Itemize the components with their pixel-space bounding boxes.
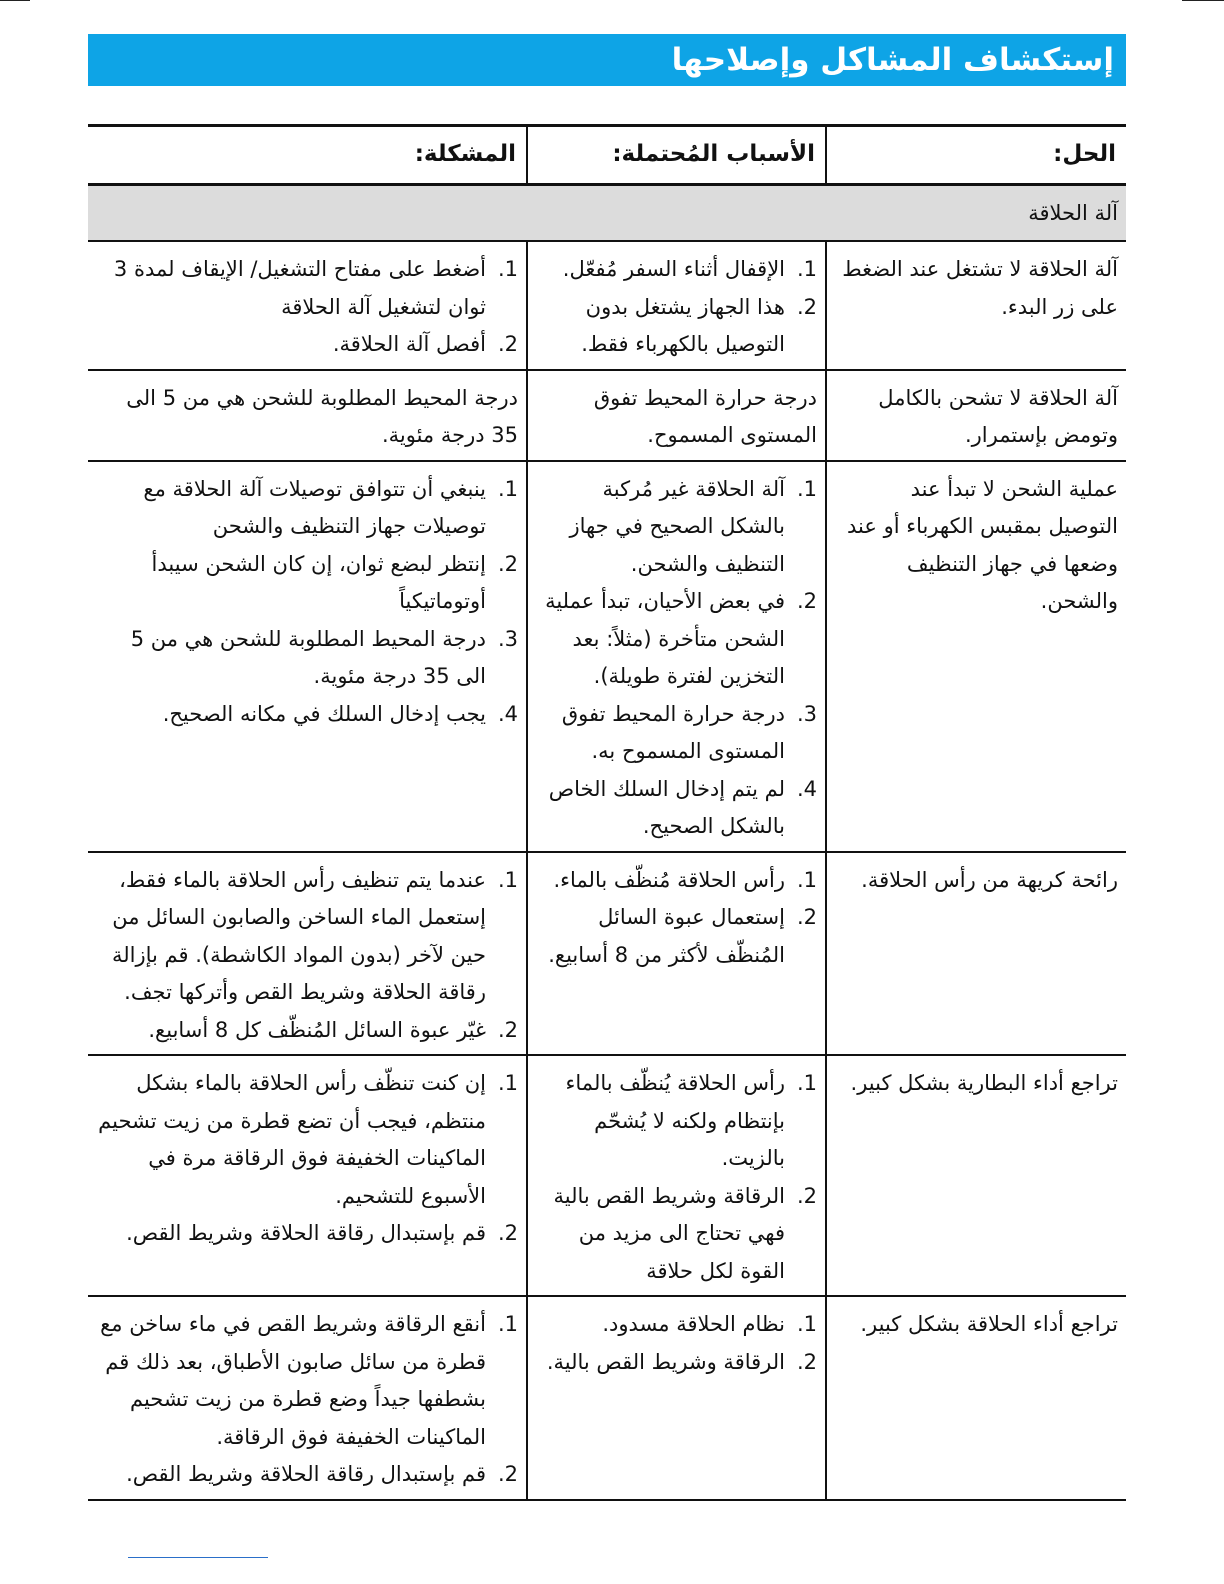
section-row (88, 185, 1126, 242)
list-item: 2. قم بإستبدال رقاقة الحلاقة وشريط القص. (126, 1221, 518, 1245)
list-item: 2. في بعض الأحيان، تبدأ عملية الشحن متأخرة (مثلاً: بعد التخزين لفترة طويلة). (545, 589, 817, 688)
cause-list (536, 862, 817, 975)
cause-cell (527, 852, 826, 1056)
problem-cell: عملية الشحن لا تبدأ عند التوصيل بمقبس الكهرباء أو عند وضعها في جهاز التنظيف والشحن. (826, 461, 1126, 852)
footer-rule (128, 1557, 268, 1558)
list-item: 3. درجة حرارة المحيط تفوق المستوى المسموح به. (561, 701, 817, 763)
table-row (88, 1055, 1126, 1296)
solution-cell (88, 1055, 527, 1296)
table-row (88, 1296, 1126, 1500)
solution-cell (88, 241, 527, 370)
cause-cell (527, 461, 826, 852)
solution-list (96, 471, 518, 734)
list-item: 1. آلة الحلاقة غير مُركبة بالشكل الصحيح في جهاز التنظيف والشحن. (569, 476, 817, 576)
problem-cell: تراجع أداء الحلاقة بشكل كبير. (826, 1296, 1126, 1500)
crop-mark-right (1182, 0, 1224, 1)
title-banner (88, 34, 1126, 86)
cause-cell (527, 241, 826, 370)
list-item: 1. أنقع الرقاقة وشريط القص في ماء ساخن مع قطرة من سائل صابون الأطباق، بعد ذلك قم بشطفها جيداً وضع قطرة من زيت تشحيم الماكينات الخفيفة فوق الرقاقة. (100, 1312, 518, 1449)
page-title: إستكشاف المشاكل وإصلاحها (671, 42, 1114, 78)
table-header-row (88, 126, 1126, 185)
table-row (88, 241, 1126, 370)
section-label: آلة الحلاقة (88, 185, 1126, 242)
cause-list (536, 251, 817, 364)
solution-cell (88, 1296, 527, 1500)
list-item: 2. إستعمال عبوة السائل المُنظّف لأكثر من 8 أسابيع. (548, 905, 817, 967)
problem-cell: آلة الحلاقة لا تشتغل عند الضغط على زر البدء. (826, 241, 1126, 370)
cause-cell (527, 1055, 826, 1296)
crop-mark-left (0, 0, 30, 1)
list-item: 1. رأس الحلاقة مُنظّف بالماء. (553, 867, 817, 892)
list-item: 2. الرقاقة وشريط القص بالية. (546, 1349, 817, 1374)
list-item: 1. نظام الحلاقة مسدود. (602, 1312, 817, 1336)
cause-cell (527, 1296, 826, 1500)
list-item: 1. رأس الحلاقة يُنظّف بالماء بإنتظام ولكنه لا يُشحّم بالزيت. (565, 1071, 817, 1170)
solution-list (96, 1065, 518, 1253)
table-row (88, 370, 1126, 461)
list-item: 2. إنتظر لبضع ثوان، إن كان الشحن سيبدأ أوتوماتيكياً (151, 551, 518, 613)
table-row (88, 461, 1126, 852)
cause-list (536, 471, 817, 846)
list-item: 3. درجة المحيط المطلوبة للشحن هي من 5 الى 35 درجة مئوية. (130, 626, 518, 688)
list-item: 2. هذا الجهاز يشتغل بدون التوصيل بالكهرباء فقط. (581, 294, 817, 356)
list-item: 4. لم يتم إدخال السلك الخاص بالشكل الصحيح. (548, 776, 817, 838)
list-item: 1. إن كنت تنظّف رأس الحلاقة بالماء بشكل منتظم، فيجب أن تضع قطرة من زيت تشحيم الماكينات الخفيفة فوق الرقاقة مرة في الأسبوع للتشحيم. (98, 1071, 518, 1208)
list-item: 2. غيّر عبوة السائل المُنظّف كل 8 أسابيع. (148, 1017, 518, 1042)
cause-list (536, 1306, 817, 1381)
troubleshooting-table (88, 124, 1126, 1501)
solution-list (96, 251, 518, 364)
list-item: 1. عندما يتم تنظيف رأس الحلاقة بالماء فقط، إستعمل الماء الساخن والصابون السائل من حين لآخر (بدون المواد الكاشطة). قم بإزالة رقاقة الحلاقة وشريط القص وأتركها تجف. (111, 867, 518, 1004)
cause-cell: درجة حرارة المحيط تفوق المستوى المسموح. (527, 370, 826, 461)
column-header-cause: الأسباب المُحتملة: (527, 126, 826, 185)
cause-list (536, 1065, 817, 1290)
solution-cell (88, 461, 527, 852)
table-row (88, 852, 1126, 1056)
column-header-problem: الحل: (826, 126, 1126, 185)
list-item: 1. ينبغي أن تتوافق توصيلات آلة الحلاقة مع توصيلات جهاز التنظيف والشحن (143, 476, 518, 538)
problem-cell: رائحة كريهة من رأس الحلاقة. (826, 852, 1126, 1056)
column-header-solution: المشكلة: (88, 126, 527, 185)
solution-cell (88, 852, 527, 1056)
list-item: 2. قم بإستبدال رقاقة الحلاقة وشريط القص. (126, 1462, 518, 1486)
list-item: 1. أضغط على مفتاح التشغيل/ الإيقاف لمدة 3 ثوان لتشغيل آلة الحلاقة (113, 257, 518, 319)
solution-list (96, 1306, 518, 1494)
list-item: 2. أفصل آلة الحلاقة. (332, 332, 518, 356)
list-item: 1. الإقفال أثناء السفر مُفعّل. (562, 257, 817, 281)
solution-cell: درجة المحيط المطلوبة للشحن هي من 5 الى 35 درجة مئوية. (88, 370, 527, 461)
solution-list (96, 862, 518, 1050)
list-item: 4. يجب إدخال السلك في مكانه الصحيح. (162, 701, 518, 726)
problem-cell: آلة الحلاقة لا تشحن بالكامل وتومض بإستمرار. (826, 370, 1126, 461)
list-item: 2. الرقاقة وشريط القص بالية فهي تحتاج الى مزيد من القوة لكل حلاقة (553, 1183, 817, 1283)
problem-cell: تراجع أداء البطارية بشكل كبير. (826, 1055, 1126, 1296)
